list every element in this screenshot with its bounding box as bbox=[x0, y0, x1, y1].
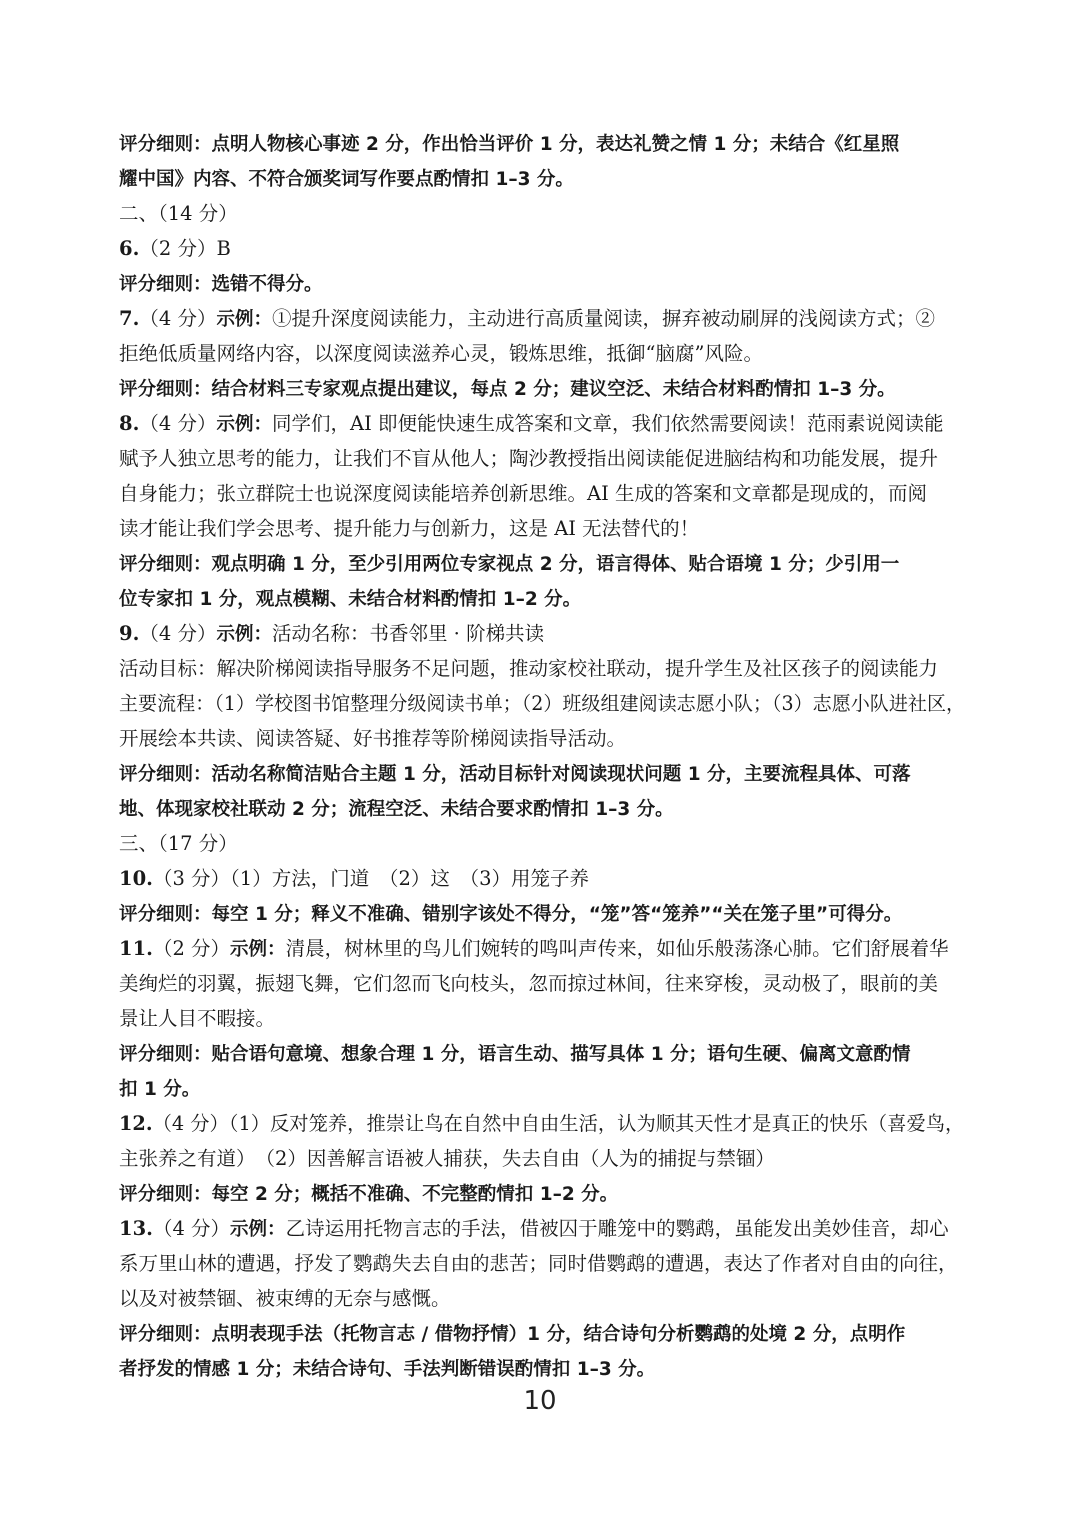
text-line bbox=[119, 1351, 965, 1386]
text-line bbox=[119, 371, 965, 406]
text-line bbox=[119, 826, 965, 861]
text-line bbox=[119, 861, 965, 896]
text-line bbox=[119, 1211, 965, 1246]
scoring-rule-text: 评分细则：活动名称简洁贴合主题 1 分，活动目标针对阅读现状问题 1 分，主要流程具体、可落 bbox=[119, 764, 911, 785]
text-line bbox=[119, 966, 965, 1001]
text-line bbox=[119, 546, 965, 581]
text-line bbox=[119, 791, 965, 826]
answer-text: 自身能力；张立群院士也说深度阅读能培养创新思维。AI 生成的答案和文章都是现成的，而阅 bbox=[119, 482, 927, 505]
question-number: 6. bbox=[119, 237, 140, 260]
answer-text: 二、（14 分） bbox=[119, 202, 238, 225]
answer-text: 主要流程：（1）学校图书馆整理分级阅读书单；（2）班级组建阅读志愿小队；（3）志愿小队进社区， bbox=[119, 692, 966, 715]
text-line bbox=[119, 441, 965, 476]
example-label: 示例： bbox=[216, 624, 272, 645]
answer-text: （2 分） bbox=[152, 937, 231, 960]
scoring-rule-text: 评分细则：贴合语句意境、想象合理 1 分，语言生动、描写具体 1 分；语句生硬、偏离文意酌情 bbox=[119, 1044, 911, 1065]
text-line bbox=[119, 476, 965, 511]
answer-text: （4 分） bbox=[152, 1217, 231, 1240]
text-line bbox=[119, 686, 966, 721]
scoring-rule-text: 评分细则：每空 1 分；释义不准确、错别字该处不得分，“笼”答“笼养”“关在笼子里”可得分。 bbox=[119, 904, 903, 925]
text-line bbox=[119, 406, 965, 441]
text-line bbox=[119, 1176, 965, 1211]
text-line bbox=[119, 756, 965, 791]
text-line bbox=[119, 1071, 965, 1106]
page-number: 10 bbox=[523, 1386, 557, 1416]
answer-content bbox=[119, 126, 965, 1386]
answer-text: 拒绝低质量网络内容，以深度阅读滋养心灵，锻炼思维，抵御“脑腐”风险。 bbox=[119, 342, 763, 365]
text-line bbox=[119, 896, 965, 931]
text-line bbox=[119, 931, 965, 966]
scoring-rule-text: 评分细则：结合材料三专家观点提出建议，每点 2 分；建议空泛、未结合材料酌情扣 1–3 分。 bbox=[119, 379, 896, 400]
scoring-rule-text: 评分细则：每空 2 分；概括不准确、不完整酌情扣 1–2 分。 bbox=[119, 1184, 619, 1205]
text-line bbox=[119, 616, 965, 651]
scoring-rule-text: 扣 1 分。 bbox=[119, 1079, 201, 1100]
answer-text: （4 分）（1）反对笼养，推崇让鸟在自然中自由生活，认为顺其天性才是真正的快乐（喜爱鸟， bbox=[152, 1112, 965, 1135]
question-number: 12. bbox=[119, 1112, 153, 1135]
scoring-rule-text: 评分细则：选错不得分。 bbox=[119, 274, 323, 295]
example-label: 示例： bbox=[230, 939, 286, 960]
answer-text: 活动目标：解决阶梯阅读指导服务不足问题，推动家校社联动，提升学生及社区孩子的阅读能力 bbox=[119, 657, 939, 680]
answer-text: ①提升深度阅读能力，主动进行高质量阅读，摒弃被动刷屏的浅阅读方式；② bbox=[271, 307, 935, 330]
text-line bbox=[119, 721, 965, 756]
answer-text: 读才能让我们学会思考、提升能力与创新力，这是 AI 无法替代的！ bbox=[119, 517, 700, 540]
text-line bbox=[119, 196, 965, 231]
answer-text: （4 分） bbox=[139, 412, 217, 435]
scoring-rule-text: 评分细则：观点明确 1 分，至少引用两位专家视点 2 分，语言得体、贴合语境 1 分；少引用一 bbox=[119, 554, 900, 575]
example-label: 示例： bbox=[216, 309, 272, 330]
text-line bbox=[119, 581, 965, 616]
scoring-rule-text: 者抒发的情感 1 分；未结合诗句、手法判断错误酌情扣 1–3 分。 bbox=[119, 1359, 656, 1380]
text-line bbox=[119, 1001, 965, 1036]
answer-text: 清晨，树林里的鸟儿们婉转的鸣叫声传来，如仙乐般荡涤心肺。它们舒展着华 bbox=[285, 937, 949, 960]
text-line bbox=[119, 301, 965, 336]
question-number: 10. bbox=[119, 867, 153, 890]
text-line bbox=[119, 336, 965, 371]
text-line bbox=[119, 161, 965, 196]
scoring-rule-text: 评分细则：点明人物核心事迹 2 分，作出恰当评价 1 分，表达礼赞之情 1 分；未结合《红星照 bbox=[119, 134, 900, 155]
answer-text: （4 分） bbox=[139, 622, 217, 645]
answer-text: 赋予人独立思考的能力，让我们不盲从他人；陶沙教授指出阅读能促进脑结构和功能发展，提升 bbox=[119, 447, 939, 470]
answer-text: 以及对被禁锢、被束缚的无奈与感慨。 bbox=[119, 1287, 451, 1310]
text-line bbox=[119, 1316, 965, 1351]
scoring-rule-text: 评分细则：点明表现手法（托物言志 / 借物抒情）1 分，结合诗句分析鹦鹉的处境 2 分，点明作 bbox=[119, 1324, 906, 1345]
question-number: 13. bbox=[119, 1217, 153, 1240]
question-number: 9. bbox=[119, 622, 140, 645]
answer-text: 三、（17 分） bbox=[119, 832, 238, 855]
example-label: 示例： bbox=[216, 414, 272, 435]
scoring-rule-text: 位专家扣 1 分，观点模糊、未结合材料酌情扣 1–2 分。 bbox=[119, 589, 582, 610]
answer-text: （2 分）B bbox=[139, 237, 231, 260]
scoring-rule-text: 地、体现家校社联动 2 分；流程空泛、未结合要求酌情扣 1–3 分。 bbox=[119, 799, 674, 820]
answer-text: 活动名称：书香邻里 · 阶梯共读 bbox=[271, 622, 545, 645]
scoring-rule-text: 耀中国》内容、不符合颁奖词写作要点酌情扣 1–3 分。 bbox=[119, 169, 574, 190]
answer-text: 景让人目不暇接。 bbox=[119, 1007, 276, 1030]
question-number: 11. bbox=[119, 937, 153, 960]
text-line bbox=[119, 1246, 965, 1281]
answer-text: 开展绘本共读、阅读答疑、好书推荐等阶梯阅读指导活动。 bbox=[119, 727, 627, 750]
answer-text: 同学们，AI 即便能快速生成答案和文章，我们依然需要阅读！范雨素说阅读能 bbox=[271, 412, 944, 435]
text-line bbox=[119, 266, 965, 301]
answer-text: 系万里山林的遭遇，抒发了鹦鹉失去自由的悲苦；同时借鹦鹉的遭遇，表达了作者对自由的向往， bbox=[119, 1252, 958, 1275]
answer-text: （3 分）（1）方法，门道 （2）这 （3）用笼子养 bbox=[152, 867, 590, 890]
text-line bbox=[119, 1036, 965, 1071]
example-label: 示例： bbox=[230, 1219, 286, 1240]
text-line bbox=[119, 1281, 965, 1316]
text-line bbox=[119, 511, 965, 546]
question-number: 8. bbox=[119, 412, 140, 435]
text-line bbox=[119, 1141, 965, 1176]
text-line bbox=[119, 1106, 965, 1141]
text-line bbox=[119, 651, 965, 686]
question-number: 7. bbox=[119, 307, 140, 330]
text-line bbox=[119, 126, 965, 161]
answer-text: （4 分） bbox=[139, 307, 217, 330]
text-line bbox=[119, 231, 965, 266]
answer-text: 美绚烂的羽翼，振翅飞舞，它们忽而飞向枝头，忽而掠过林间，往来穿梭，灵动极了，眼前的美 bbox=[119, 972, 939, 995]
answer-text: 主张养之有道） （2）因善解言语被人捕获，失去自由（人为的捕捉与禁锢） bbox=[119, 1147, 775, 1170]
answer-text: 乙诗运用托物言志的手法，借被囚于雕笼中的鹦鹉，虽能发出美妙佳音，却心 bbox=[285, 1217, 949, 1240]
